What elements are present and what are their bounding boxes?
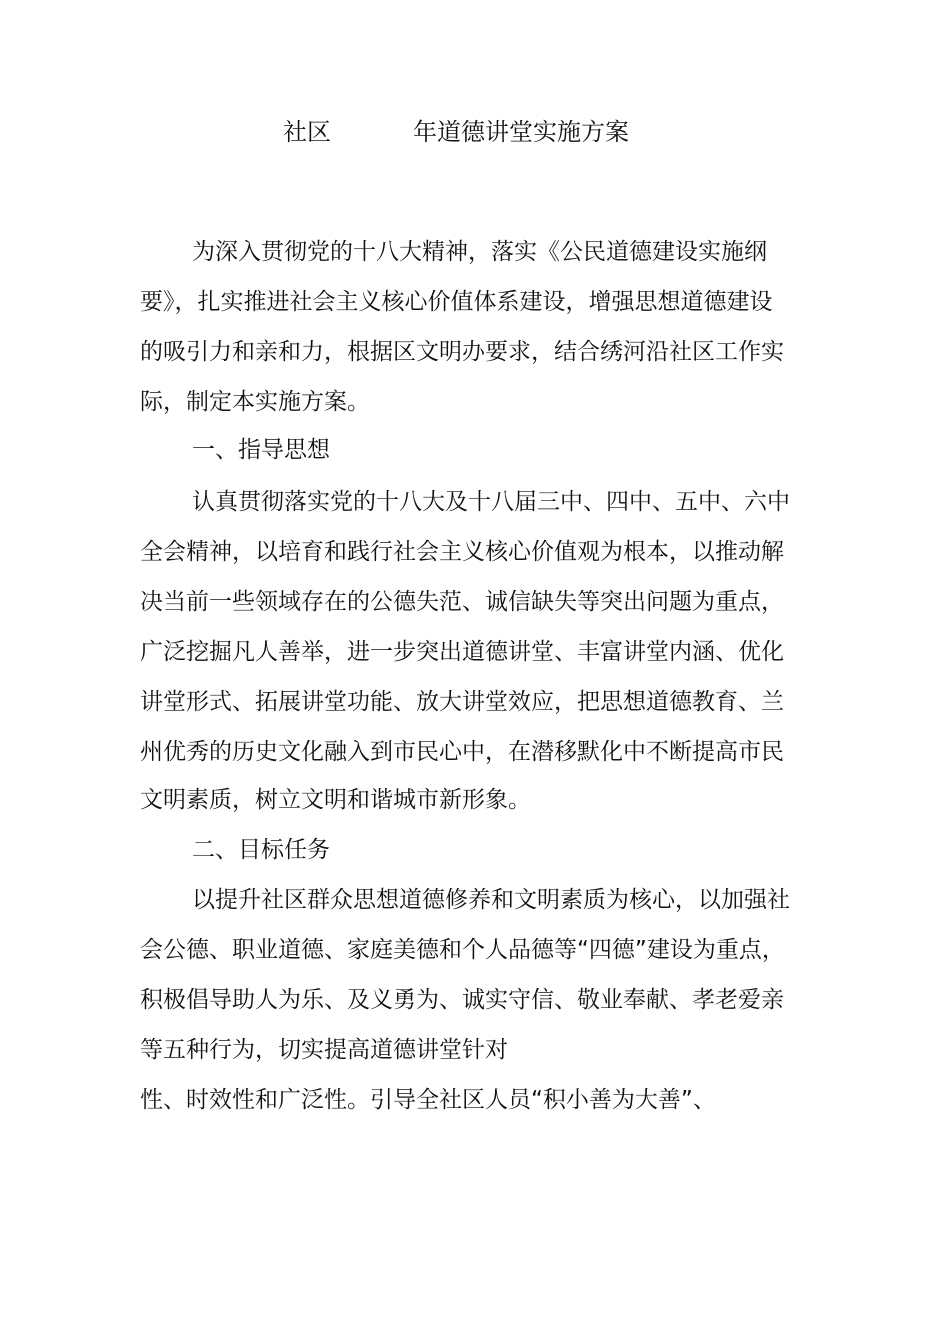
title-community: 社区 xyxy=(283,118,331,146)
paragraph-line: 要》，扎实推进社会主义核心价值体系建设，增强思想道德建设 xyxy=(140,289,773,315)
paragraph-line: 性、时效性和广泛性。引导全社区人员“积小善为大善”、 xyxy=(140,1087,716,1113)
paragraph-line: 决当前一些领域存在的公德失范、诚信缺失等突出问题为重点， xyxy=(140,589,784,615)
paragraph-line: 的吸引力和亲和力，根据区文明办要求，结合绣河沿社区工作实 xyxy=(140,339,784,365)
paragraph-line: 全会精神，以培育和践行社会主义核心价值观为根本，以推动解 xyxy=(140,539,784,565)
paragraph-line: 州优秀的历史文化融入到市民心中，在潜移默化中不断提高市民 xyxy=(140,739,784,765)
paragraph-line: 等五种行为，切实提高道德讲堂针对 xyxy=(140,1037,508,1063)
paragraph-line: 讲堂形式、拓展讲堂功能、放大讲堂效应，把思想道德教育、兰 xyxy=(140,689,784,715)
paragraph-line: 认真贯彻落实党的十八大及十八届三中、四中、五中、六中 xyxy=(192,489,790,515)
section-heading: 二、目标任务 xyxy=(192,837,330,863)
document-title xyxy=(0,112,950,152)
paragraph-line: 积极倡导助人为乐、及义勇为、诚实守信、敬业奉献、孝老爱亲 xyxy=(140,987,784,1013)
paragraph-line: 以提升社区群众思想道德修养和文明素质为核心，以加强社 xyxy=(192,887,790,913)
paragraph-line: 广泛挖掘凡人善举，进一步突出道德讲堂、丰富讲堂内涵、优化 xyxy=(140,639,784,665)
paragraph-line: 为深入贯彻党的十八大精神，落实《公民道德建设实施纲 xyxy=(192,239,767,265)
section-heading: 一、指导思想 xyxy=(192,437,330,463)
paragraph-line: 际，制定本实施方案。 xyxy=(140,389,370,415)
paragraph-line: 文明素质，树立文明和谐城市新形象。 xyxy=(140,787,531,813)
title-plan-name: 年道德讲堂实施方案 xyxy=(413,118,629,146)
paragraph-line: 会公德、职业道德、家庭美德和个人品德等“四德”建设为重点， xyxy=(140,937,785,963)
